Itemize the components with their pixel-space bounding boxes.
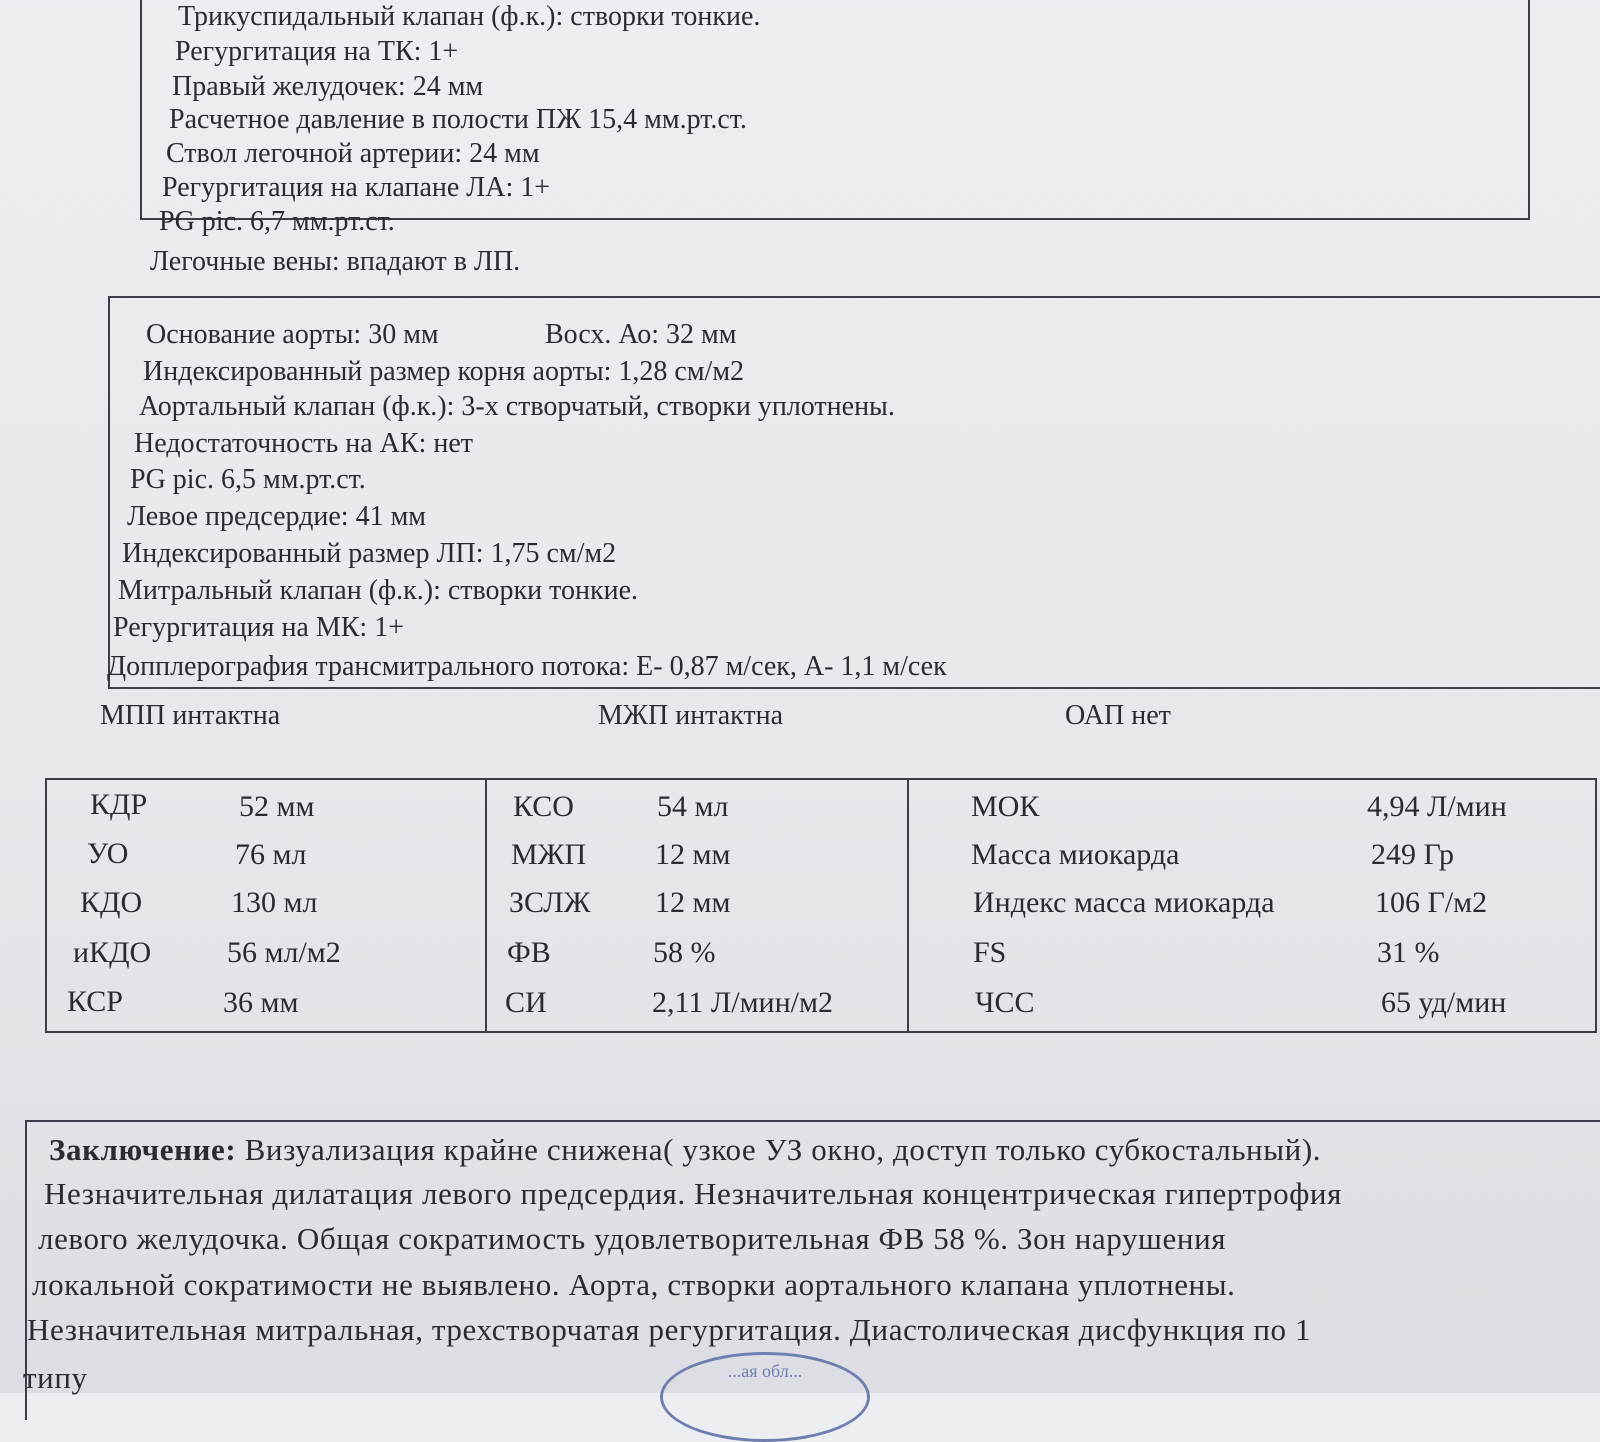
stamp: [660, 1352, 870, 1442]
value-kdr: 52 мм: [239, 790, 315, 823]
label-ikdo: иКДО: [73, 936, 152, 969]
label-si: СИ: [505, 986, 547, 1019]
conclusion-heading: Заключение:: [49, 1132, 237, 1167]
text-line: Левое предсердие: 41 мм: [127, 501, 427, 532]
value-ksr: 36 мм: [223, 986, 299, 1019]
value-zslzh: 12 мм: [655, 886, 731, 919]
value-fs: 31 %: [1377, 936, 1440, 969]
measurements-table: [45, 778, 1597, 1033]
conclusion-text: типу: [23, 1360, 88, 1395]
label-mzhp: МЖП: [511, 838, 587, 871]
pulmonary-veins-text: Легочные вены: впадают в ЛП.: [150, 246, 521, 277]
measurements-col-1: [47, 780, 485, 1031]
measurements-col-2: [485, 780, 909, 1031]
text-line: Ствол легочной артерии: 24 мм: [166, 138, 540, 169]
label-myocardium-mass: Масса миокарда: [971, 838, 1180, 871]
text-line: Регургитация на клапане ЛА: 1+: [162, 172, 551, 203]
text-line: Аортальный клапан (ф.к.): 3-х створчатый, створки уплотнены.: [139, 391, 895, 422]
label-kso: КСО: [513, 790, 574, 823]
value-mzhp: 12 мм: [655, 838, 731, 871]
stamp-text: ...ая обл...: [727, 1361, 803, 1381]
text-line: Регургитация на ТК: 1+: [175, 36, 459, 67]
measurements-col-3: [907, 780, 1597, 1031]
value-uo: 76 мл: [235, 838, 307, 871]
label-fs: FS: [973, 936, 1007, 969]
mpp-text: МПП интактна: [100, 700, 281, 731]
oap-text: ОАП нет: [1065, 700, 1171, 731]
label-kdo: КДО: [80, 886, 143, 919]
text-line: Индексированный размер корня аорты: 1,28 см/м2: [143, 356, 745, 387]
text-line: Допплерография трансмитрального потока: Е- 0,87 м/сек, А- 1,1 м/сек: [107, 651, 947, 682]
text-line: PG pic. 6,5 мм.рт.ст.: [130, 464, 366, 495]
text-line: Расчетное давление в полости ПЖ 15,4 мм.рт.ст.: [169, 104, 747, 135]
text-line: Митральный клапан (ф.к.): створки тонкие.: [118, 575, 639, 606]
label-fv: ФВ: [507, 936, 551, 969]
value-ikdo: 56 мл/м2: [227, 936, 341, 969]
value-kdo: 130 мл: [231, 886, 318, 919]
value-mok: 4,94 Л/мин: [1367, 790, 1507, 823]
conclusion-text: Незначительная митральная, трехстворчатая регургитация. Диастолическая дисфункция по 1: [27, 1312, 1312, 1347]
conclusion-text: Незначительная дилатация левого предсердия. Незначительная концентрическая гипертрофия: [44, 1176, 1342, 1211]
text-line: Недостаточность на АК: нет: [134, 428, 474, 459]
text-line: PG pic. 6,7 мм.рт.ст.: [159, 206, 395, 237]
conclusion-text: Визуализация крайне снижена( узкое УЗ окно, доступ только субкостальный).: [244, 1132, 1322, 1167]
value-hr: 65 уд/мин: [1381, 986, 1507, 1019]
text-line: Индексированный размер ЛП: 1,75 см/м2: [122, 538, 617, 569]
label-kdr: КДР: [90, 788, 148, 821]
value-si: 2,11 Л/мин/м2: [652, 986, 833, 1019]
text-line: Правый желудочек: 24 мм: [172, 71, 484, 102]
mzhp-text: МЖП интактна: [598, 700, 784, 731]
conclusion-text: левого желудочка. Общая сократимость удовлетворительная ФВ 58 %. Зон нарушения: [38, 1221, 1227, 1256]
value-myocardium-mass: 249 Гр: [1371, 838, 1454, 871]
value-fv: 58 %: [653, 936, 716, 969]
text-line: Регургитация на МК: 1+: [113, 612, 404, 643]
text-line: Трикуспидальный клапан (ф.к.): створки тонкие.: [178, 1, 761, 32]
label-ksr: КСР: [67, 985, 123, 1018]
value-myocardium-index: 106 Г/м2: [1375, 886, 1488, 919]
label-myocardium-index: Индекс масса миокарда: [973, 886, 1275, 919]
label-hr: ЧСС: [975, 986, 1035, 1019]
label-uo: УО: [87, 837, 129, 870]
label-mok: МОК: [971, 790, 1040, 823]
label-zslzh: ЗСЛЖ: [509, 886, 591, 919]
conclusion-line-1: [49, 1132, 1321, 1168]
conclusion-text: локальной сократимости не выявлено. Аорта, створки аортального клапана уплотнены.: [32, 1267, 1236, 1302]
aorta-base-text: Основание аорты: 30 мм: [146, 319, 439, 350]
ascending-aorta-text: Восх. Ао: 32 мм: [545, 319, 737, 350]
value-kso: 54 мл: [657, 790, 729, 823]
